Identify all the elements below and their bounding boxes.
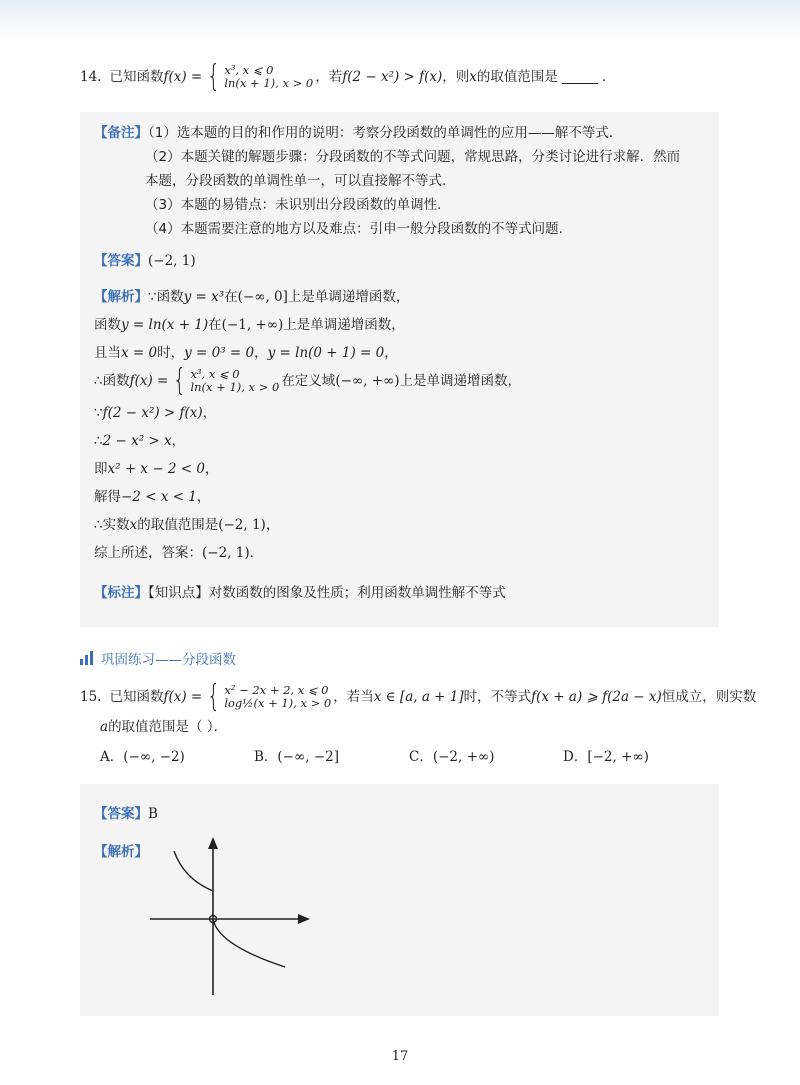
left-curve bbox=[174, 851, 213, 891]
answer-value: B bbox=[148, 806, 158, 822]
right-curve bbox=[213, 919, 285, 967]
question-text: ，若当 bbox=[333, 689, 374, 705]
solution-text: ， bbox=[202, 405, 217, 421]
math-expr: −2 < x < 1 bbox=[121, 489, 197, 505]
function-expr: f(x) = bbox=[163, 689, 203, 705]
solution-text: 即 bbox=[94, 461, 108, 477]
variable: a bbox=[100, 719, 109, 735]
math-expr: y = ln(x + 1) bbox=[121, 317, 209, 333]
solution-text: 综上所述，答案： bbox=[94, 545, 202, 561]
math-expr: y = x³ bbox=[183, 289, 225, 305]
question-text: 的取值范围是 bbox=[476, 69, 558, 85]
case-2: ln(x + 1), x > 0 bbox=[224, 76, 314, 90]
option-b: B．(−∞, −2] bbox=[254, 749, 339, 765]
solution-line-8 bbox=[94, 488, 210, 506]
note-line-5: （4）本题需要注意的地方以及难点：引申一般分段函数的不等式问题. bbox=[145, 221, 563, 237]
solution-text: ， bbox=[254, 345, 268, 361]
solution-text: 且当 bbox=[94, 345, 121, 361]
note-tag: 【备注】 bbox=[94, 125, 148, 141]
solution-text: ∴实数 bbox=[94, 517, 130, 533]
piecewise-brace: { x² − 2x + 2, x ⩽ 0 log½(x + 1), x > 0 bbox=[207, 679, 332, 714]
solution-text: ． bbox=[249, 545, 264, 561]
question-14 bbox=[80, 59, 616, 94]
solution-text: ， bbox=[196, 489, 211, 505]
case-1: x³, x ⩽ 0 bbox=[224, 63, 274, 77]
question-text: 的取值范围是（ ）． bbox=[108, 719, 228, 735]
math-expr: 2 − x² > x bbox=[102, 433, 172, 449]
x-axis bbox=[150, 914, 310, 924]
option-d: D．[−2, +∞) bbox=[563, 749, 649, 765]
question-text: 时，不等式 bbox=[463, 689, 532, 705]
math-expr: (−∞, 0] bbox=[237, 289, 288, 305]
note-line-3: 本题，分段函数的单调性单一，可以直接解不等式. bbox=[145, 173, 447, 189]
case-1: x³, x ⩽ 0 bbox=[190, 367, 240, 381]
variable: x bbox=[129, 517, 138, 533]
mark-text: 【知识点】对数函数的图象及性质；利用函数单调性解不等式 bbox=[148, 585, 506, 601]
solution-text: 上是单调递增函数， bbox=[399, 373, 522, 389]
math-expr: y = 0³ = 0 bbox=[184, 345, 255, 361]
question-text: ． bbox=[601, 69, 616, 85]
math-expr: f(2 − x²) > f(x) bbox=[102, 405, 203, 421]
solution-text: ， bbox=[171, 433, 186, 449]
condition-expr: x ∈ [a, a + 1] bbox=[373, 689, 464, 705]
solution-line-1 bbox=[94, 288, 409, 306]
question-text: 已知函数 bbox=[109, 689, 164, 705]
solution-text: 时， bbox=[157, 345, 185, 361]
solution-text: 在 bbox=[208, 317, 222, 333]
case-2: log½(x + 1), x > 0 bbox=[224, 696, 332, 710]
solution-text: ∵ bbox=[94, 405, 103, 421]
solution-15 bbox=[94, 843, 148, 861]
answer-15 bbox=[94, 805, 158, 823]
solution-text: ∴ bbox=[94, 433, 103, 449]
solution-text: ， bbox=[265, 517, 280, 533]
solution-line-5 bbox=[94, 404, 216, 422]
question-text: ，则 bbox=[442, 69, 470, 85]
note-line-4: （3）本题的易错点：未识别出分段函数的单调性. bbox=[145, 197, 442, 213]
question-15-line-2 bbox=[100, 718, 227, 736]
case-1: x² − 2x + 2, x ⩽ 0 bbox=[224, 683, 329, 697]
condition-expr: f(2 − x²) > f(x) bbox=[342, 69, 443, 85]
function-graph bbox=[148, 835, 318, 995]
math-expr: (−1, +∞) bbox=[221, 317, 284, 333]
option-a: A．(−∞, −2) bbox=[100, 749, 185, 765]
question-text: 恒成立，则实数 bbox=[661, 689, 757, 705]
solution-text: ， bbox=[384, 345, 398, 361]
solution-text: 的取值范围是 bbox=[137, 517, 219, 533]
note-line-1 bbox=[94, 124, 622, 142]
solution-text: 上是单调递增函数， bbox=[287, 289, 410, 305]
solution-line-3 bbox=[94, 344, 398, 362]
math-expr: x² + x − 2 < 0 bbox=[107, 461, 205, 477]
answer-value: (−2, 1) bbox=[148, 253, 196, 269]
solution-text: 解得 bbox=[94, 489, 121, 505]
solution-tag: 【解析】 bbox=[94, 289, 148, 305]
function-expr: f(x) = bbox=[163, 69, 203, 85]
answer-blank bbox=[562, 70, 598, 84]
solution-text: 函数 bbox=[94, 317, 121, 333]
math-expr: (−∞, +∞) bbox=[335, 373, 400, 389]
mark-14 bbox=[94, 584, 506, 602]
section-header bbox=[80, 648, 236, 668]
piecewise-brace: { x³, x ⩽ 0 ln(x + 1), x > 0 bbox=[207, 59, 314, 94]
question-number: 15. bbox=[80, 689, 102, 705]
solution-line-2 bbox=[94, 316, 405, 334]
piecewise-brace: { x³, x ⩽ 0 ln(x + 1), x > 0 bbox=[173, 363, 280, 398]
page-number: 17 bbox=[391, 1049, 409, 1064]
question-15 bbox=[80, 679, 757, 714]
solution-text: ∵函数 bbox=[148, 289, 184, 305]
section-title: 巩固练习——分段函数 bbox=[101, 652, 236, 668]
solution-text: 在定义域 bbox=[281, 373, 336, 389]
question-number: 14. bbox=[80, 69, 102, 85]
math-expr: (−2, 1) bbox=[218, 517, 266, 533]
variable: x bbox=[469, 69, 477, 85]
solution-line-10 bbox=[94, 544, 263, 562]
answer-14 bbox=[94, 252, 196, 270]
note-line-2: （2）本题关键的解题步骤：分段函数的不等式问题，常规思路，分类讨论进行求解．然而 bbox=[145, 149, 681, 165]
bar-chart-icon bbox=[80, 651, 93, 665]
note-text: （1）选本题的目的和作用的说明：考察分段函数的单调性的应用——解不等式． bbox=[148, 125, 623, 141]
solution-line-6 bbox=[94, 432, 185, 450]
option-c: C．(−2, +∞) bbox=[409, 749, 495, 765]
math-expr: x = 0 bbox=[121, 345, 158, 361]
function-expr: f(x) = bbox=[129, 373, 169, 389]
answer-tag: 【答案】 bbox=[94, 253, 148, 269]
condition-expr: f(x + a) ⩾ f(2a − x) bbox=[531, 689, 662, 705]
solution-text: 在 bbox=[224, 289, 238, 305]
mark-tag: 【标注】 bbox=[94, 585, 148, 601]
math-expr: y = ln(0 + 1) = 0 bbox=[267, 345, 385, 361]
math-expr: (−2, 1) bbox=[202, 545, 250, 561]
solution-line-9 bbox=[94, 516, 279, 534]
solution-line-4 bbox=[94, 363, 522, 398]
solution-text: ， bbox=[205, 461, 219, 477]
case-2: ln(x + 1), x > 0 bbox=[190, 380, 280, 394]
solution-text: 上是单调递增函数， bbox=[283, 317, 405, 333]
solution-line-7 bbox=[94, 460, 219, 478]
answer-tag: 【答案】 bbox=[94, 806, 148, 822]
solution-tag: 【解析】 bbox=[94, 844, 148, 860]
solution-text: ∴函数 bbox=[94, 373, 130, 389]
question-text: ，若 bbox=[315, 69, 343, 85]
question-text: 已知函数 bbox=[109, 69, 164, 85]
